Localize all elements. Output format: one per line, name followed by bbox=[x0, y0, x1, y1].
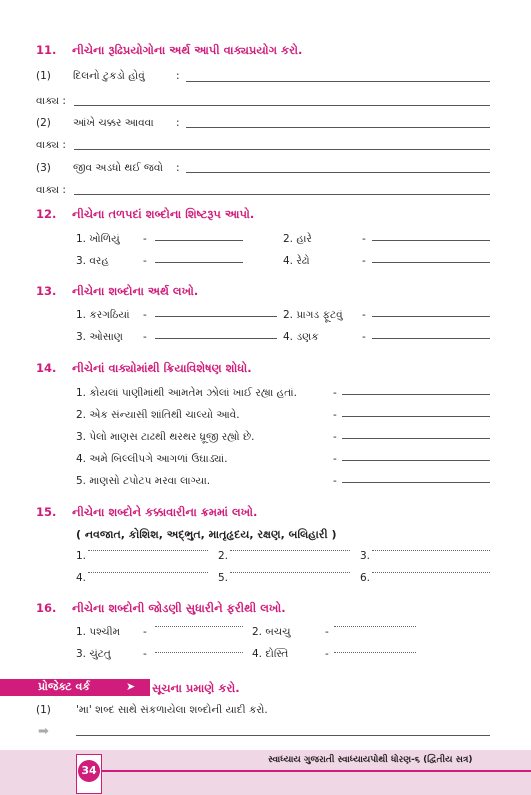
answer-line[interactable] bbox=[74, 194, 490, 195]
q13-item1: 1. કરગઠિયાં bbox=[76, 309, 130, 321]
q15-title: નીચેના શબ્દોને કક્કાવારીના ક્રમમાં લખો. bbox=[72, 505, 258, 519]
answer-line[interactable] bbox=[155, 262, 243, 263]
project-work-label: પ્રોજેક્ટ વર્ક bbox=[38, 680, 91, 693]
answer-line[interactable] bbox=[76, 735, 490, 736]
dash: - bbox=[325, 626, 329, 638]
q14-title: નીચેનાં વાક્યોમાંથી ક્રિયાવિશેષણ શોધો. bbox=[72, 361, 252, 375]
q11-item3-number: (3) bbox=[36, 162, 51, 174]
q16-item2: 2. બચચુ bbox=[252, 626, 291, 638]
answer-line[interactable] bbox=[372, 316, 490, 317]
answer-line[interactable] bbox=[342, 460, 490, 461]
q13-number: 13. bbox=[36, 284, 57, 298]
answer-line[interactable] bbox=[74, 105, 490, 106]
q14-item1: 1. કોયલાં પાણીમાંથી આમતેમ ઝોલાં ખાઈ રહ્યા હતાં. bbox=[76, 387, 297, 399]
answer-line[interactable] bbox=[88, 572, 208, 573]
project-work-badge bbox=[0, 679, 150, 696]
answer-line[interactable] bbox=[372, 338, 490, 339]
answer-line[interactable] bbox=[155, 338, 277, 339]
project-item-text: 'મા' શબ્દ સાથે સંકળાયેલા શબ્દોની યાદી કરો. bbox=[76, 704, 268, 716]
q12-item4: 4. રેઢો bbox=[283, 255, 310, 267]
answer-line[interactable] bbox=[88, 550, 208, 551]
q15-slot4: 4. bbox=[76, 572, 87, 584]
q12-number: 12. bbox=[36, 207, 57, 221]
dash: - bbox=[143, 255, 147, 267]
q11-item2-number: (2) bbox=[36, 117, 51, 129]
answer-line[interactable] bbox=[342, 394, 490, 395]
q11-item3-colon: : bbox=[176, 162, 180, 174]
q12-item1: 1. ખોળિયું bbox=[76, 233, 120, 245]
q12-title: નીચેના તળપદાં શબ્દોના શિષ્ટરૂપ આપો. bbox=[72, 207, 255, 221]
dash: - bbox=[333, 431, 337, 443]
pointer-arrow-icon: ➡ bbox=[38, 724, 49, 739]
q16-number: 16. bbox=[36, 601, 57, 615]
dash: - bbox=[333, 453, 337, 465]
q11-item2-colon: : bbox=[176, 117, 180, 129]
book-title: સ્વાધ્યાય ગુજરાતી સ્વાધ્યાયપોથી ધોરણ-૬ (દ્વિતીય સત્ર) bbox=[268, 755, 473, 765]
q15-slot1: 1. bbox=[76, 550, 87, 562]
answer-line[interactable] bbox=[342, 438, 490, 439]
page-number: 34 bbox=[78, 760, 100, 782]
q11-number: 11. bbox=[36, 43, 57, 57]
dash: - bbox=[143, 331, 147, 343]
answer-line[interactable] bbox=[372, 550, 490, 551]
q14-number: 14. bbox=[36, 361, 57, 375]
sentence-label: વાક્ય : bbox=[36, 95, 66, 107]
project-item-number: (1) bbox=[36, 704, 51, 716]
sentence-label: વાક્ય : bbox=[36, 184, 66, 196]
q15-number: 15. bbox=[36, 505, 57, 519]
answer-line[interactable] bbox=[372, 240, 490, 241]
q14-heading bbox=[36, 361, 496, 377]
q11-title: નીચેના રૂઢિપ્રયોગોના અર્થ આપી વાક્યપ્રયોગ કરો. bbox=[72, 43, 303, 57]
q11-heading bbox=[36, 43, 496, 59]
q11-item3-text: જીવ અડધો થઈ જવો bbox=[73, 162, 164, 174]
answer-line[interactable] bbox=[342, 482, 490, 483]
dash: - bbox=[362, 309, 366, 321]
q16-heading bbox=[36, 601, 496, 617]
dash: - bbox=[143, 626, 147, 638]
dash: - bbox=[143, 648, 147, 660]
q14-item5: 5. માણસો ટપોટપ મરવા લાગ્યા. bbox=[76, 475, 211, 487]
q15-heading bbox=[36, 505, 496, 521]
q11-item1-number: (1) bbox=[36, 70, 51, 82]
dash: - bbox=[362, 331, 366, 343]
answer-line[interactable] bbox=[372, 262, 490, 263]
answer-line[interactable] bbox=[155, 316, 277, 317]
q15-word-list: ( નવજાત, કોશિશ, અદ્‌ભુત, માતૃહૃદય, રક્ષણ, બલિહારી ) bbox=[76, 528, 337, 541]
q14-item2: 2. એક સંન્યાસી શાંતિથી ચાલ્યો આવે. bbox=[76, 409, 240, 421]
dash: - bbox=[333, 475, 337, 487]
q11-item2-text: આંખે ચક્કર આવવા bbox=[73, 117, 154, 129]
q13-item3: 3. ઓસાણ bbox=[76, 331, 123, 343]
q13-item4: 4. ડણક bbox=[283, 331, 319, 343]
answer-line[interactable] bbox=[186, 172, 490, 173]
dash: - bbox=[362, 255, 366, 267]
q15-slot3: 3. bbox=[360, 550, 371, 562]
q15-slot5: 5. bbox=[218, 572, 229, 584]
answer-line[interactable] bbox=[230, 550, 350, 551]
dash: - bbox=[362, 233, 366, 245]
arrow-icon: ➤ bbox=[126, 680, 136, 693]
q16-item3: 3. ચુંટતુ bbox=[76, 648, 111, 660]
dash: - bbox=[333, 409, 337, 421]
project-heading: સૂચના પ્રમાણે કરો. bbox=[152, 681, 240, 695]
sentence-label: વાક્ય : bbox=[36, 139, 66, 151]
dash: - bbox=[143, 233, 147, 245]
dash: - bbox=[325, 648, 329, 660]
answer-line[interactable] bbox=[74, 149, 490, 150]
answer-line[interactable] bbox=[155, 652, 243, 653]
answer-line[interactable] bbox=[186, 127, 490, 128]
answer-line[interactable] bbox=[155, 240, 243, 241]
answer-line[interactable] bbox=[186, 81, 490, 82]
q11-item1-text: દિલનો ટુકડો હોવું bbox=[73, 70, 145, 82]
q12-item3: 3. વરહ bbox=[76, 255, 109, 267]
answer-line[interactable] bbox=[342, 416, 490, 417]
dash: - bbox=[143, 309, 147, 321]
answer-line[interactable] bbox=[155, 626, 243, 627]
q14-item3: 3. પેલો માણસ ટાઢથી થરથર ધ્રૂજી રહ્યો છે. bbox=[76, 431, 255, 443]
q13-title: નીચેના શબ્દોના અર્થ લખો. bbox=[72, 284, 199, 298]
q11-item1-colon: : bbox=[176, 70, 180, 82]
answer-line[interactable] bbox=[230, 572, 350, 573]
q16-item1: 1. પશ્ચીમ bbox=[76, 626, 121, 638]
dash: - bbox=[333, 387, 337, 399]
q13-item2: 2. પ્રાગડ ફૂટવું bbox=[283, 309, 343, 321]
q16-item4: 4. દોસ્તિ bbox=[252, 648, 289, 660]
answer-line[interactable] bbox=[334, 626, 416, 627]
answer-line[interactable] bbox=[372, 572, 490, 573]
q12-heading bbox=[36, 207, 496, 223]
answer-line[interactable] bbox=[334, 652, 416, 653]
q16-title: નીચેના શબ્દોની જોડણી સુધારીને ફરીથી લખો. bbox=[72, 601, 286, 615]
q14-item4: 4. અમે બિલ્લીપગે આગળાં ઉઘાડ્યાં. bbox=[76, 453, 228, 465]
q12-item2: 2. હારે bbox=[283, 233, 312, 245]
q13-heading bbox=[36, 284, 496, 300]
q15-slot6: 6. bbox=[360, 572, 371, 584]
footer-rule bbox=[100, 770, 531, 772]
q15-slot2: 2. bbox=[218, 550, 229, 562]
